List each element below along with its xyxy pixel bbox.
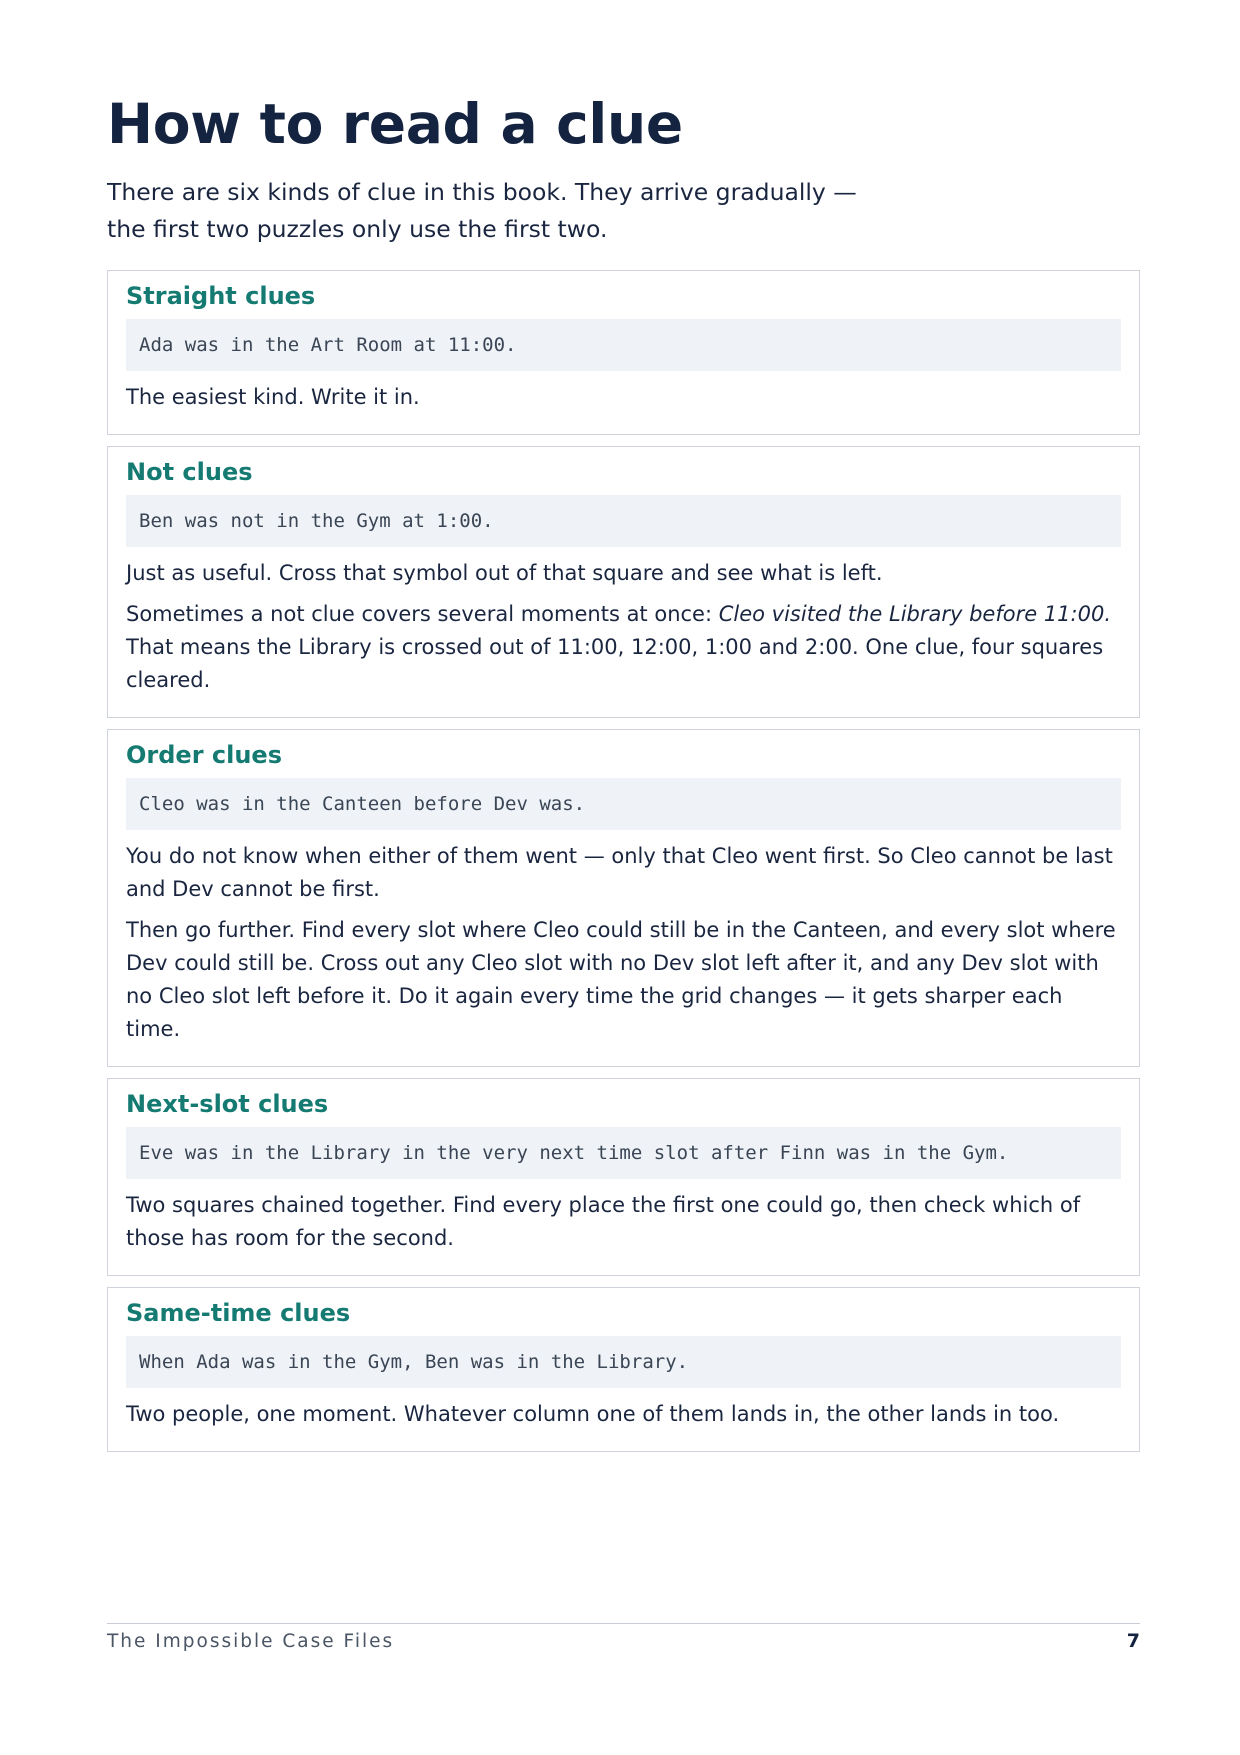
section-next-slot-clues xyxy=(107,1078,1140,1276)
page-number: 7 xyxy=(1126,1630,1140,1652)
example-clue: Ada was in the Art Room at 11:00. xyxy=(126,319,1121,371)
footer-book-title: The Impossible Case Files xyxy=(107,1630,395,1652)
section-same-time-clues xyxy=(107,1287,1140,1452)
example-clue: Ben was not in the Gym at 1:00. xyxy=(126,495,1121,547)
italic-example: Cleo visited the Library before 11:00. xyxy=(718,602,1112,626)
example-clue: When Ada was in the Gym, Ben was in the Library. xyxy=(126,1336,1121,1388)
intro-line-1: There are six kinds of clue in this book. They arrive gradually — xyxy=(107,178,857,206)
section-straight-clues xyxy=(107,270,1140,435)
intro-line-2: the first two puzzles only use the first two. xyxy=(107,215,608,243)
section-order-clues xyxy=(107,729,1140,1067)
intro-paragraph xyxy=(107,174,927,248)
page-title: How to read a clue xyxy=(107,92,683,156)
section-title: Same-time clues xyxy=(126,1299,351,1327)
example-clue: Eve was in the Library in the very next time slot after Finn was in the Gym. xyxy=(126,1127,1121,1179)
section-not-clues xyxy=(107,446,1140,718)
section-text: The easiest kind. Write it in. xyxy=(126,385,420,409)
clue-types-list xyxy=(107,270,1140,1463)
section-text xyxy=(126,598,1121,697)
text-segment: Sometimes a not clue covers several moments at once: xyxy=(126,602,719,626)
text-segment: That means the Library is crossed out of 11:00, 12:00, 1:00 and 2:00. One clue, four squares cleared. xyxy=(126,635,1104,692)
section-title: Order clues xyxy=(126,741,282,769)
example-clue: Cleo was in the Canteen before Dev was. xyxy=(126,778,1121,830)
section-text: Then go further. Find every slot where Cleo could still be in the Canteen, and every slot where Dev could still be. Cross out any Cleo slot with no Dev slot left after it, and any Dev slot with no Cleo slot left before it. Do it again every time the grid changes — it gets sharper each time. xyxy=(126,918,1116,1041)
section-title: Not clues xyxy=(126,458,253,486)
page-footer xyxy=(107,1623,1140,1652)
section-title: Next-slot clues xyxy=(126,1090,329,1118)
section-text: Two people, one moment. Whatever column one of them lands in, the other lands in too. xyxy=(126,1402,1060,1426)
section-text: Two squares chained together. Find every place the first one could go, then check which of those has room for the second. xyxy=(126,1193,1081,1250)
section-text: Just as useful. Cross that symbol out of that square and see what is left. xyxy=(126,561,883,585)
section-text: You do not know when either of them went — only that Cleo went first. So Cleo cannot be last and Dev cannot be first. xyxy=(126,844,1113,901)
section-title: Straight clues xyxy=(126,282,316,310)
